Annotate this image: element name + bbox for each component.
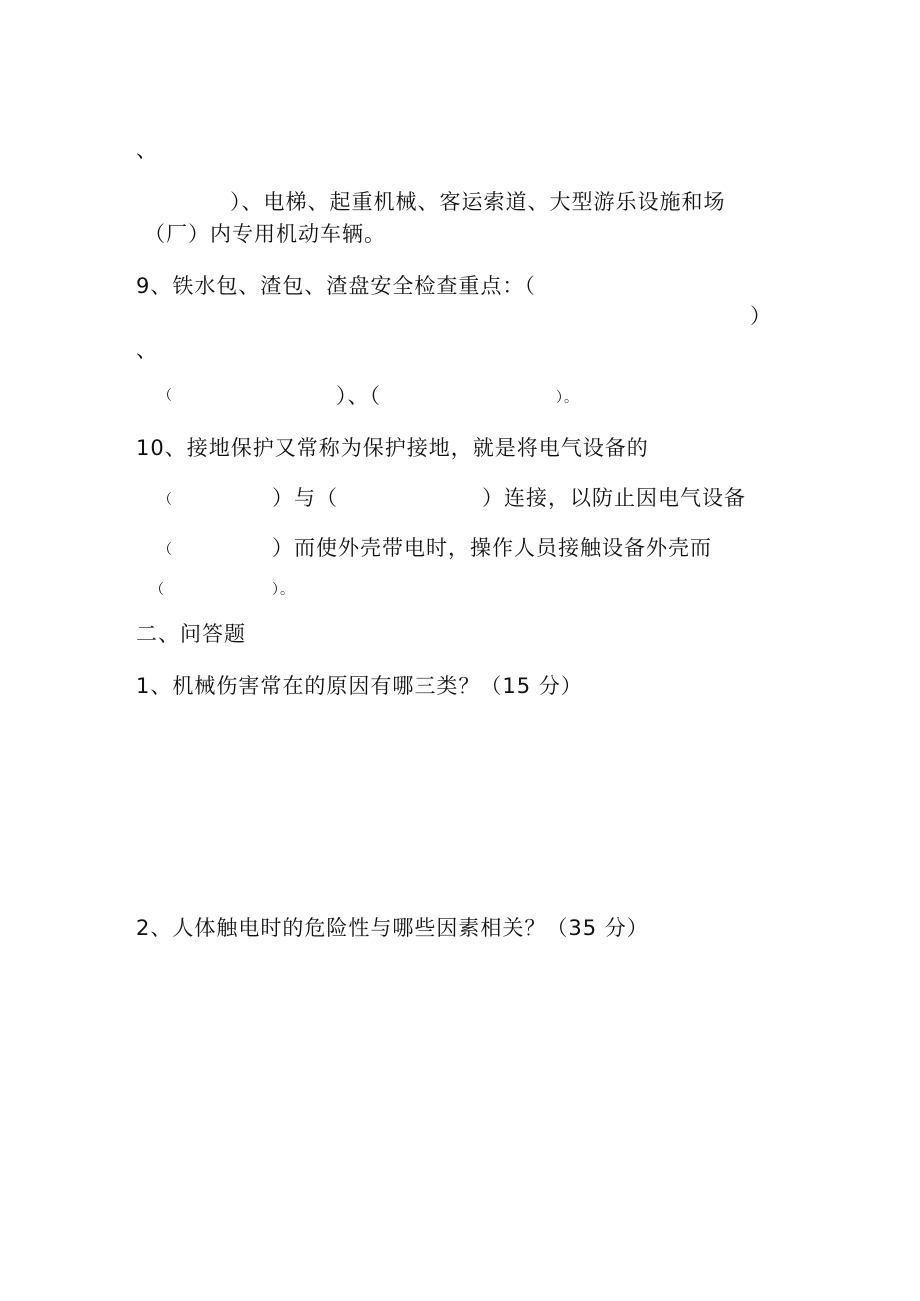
q10-blank-1-open: （ (158, 492, 173, 508)
q8-text-line-3: （厂）内专用机动车辆。 (144, 222, 386, 246)
q8-text-line-2: ）、电梯、起重机械、客运索道、大型游乐设施和场 (230, 190, 726, 214)
q10-line-2-end: ）连接，以防止因电气设备 (482, 486, 746, 510)
q10-text-line-1: 10、接地保护又常称为保护接地，就是将电气设备的 (136, 436, 649, 460)
q10-blank-4-open: （ (150, 582, 165, 598)
q9-blank-2-close: ）。 (556, 390, 579, 406)
q10-blank-3-open: （ (158, 542, 173, 558)
q9-blank-1-open: （ (158, 388, 173, 404)
q9-blank-1-close: ）、（ (336, 384, 381, 408)
stray-comma-1: 、 (136, 138, 158, 162)
question-2: 2、人体触电时的危险性与哪些因素相关？（35 分） (136, 916, 649, 940)
stray-comma-2: 、 (136, 338, 158, 362)
q10-line-2-mid: ）与（ (272, 486, 338, 510)
question-1: 1、机械伤害常在的原因有哪三类？（15 分） (136, 674, 583, 698)
q10-blank-4-close: ）。 (272, 582, 295, 598)
section-heading: 二、问答题 (136, 622, 246, 646)
q10-line-3-end: ）而使外壳带电时，操作人员接触设备外壳而 (272, 536, 712, 560)
q9-close-paren: ） (750, 304, 772, 328)
q9-text-line-1: 9、铁水包、渣包、渣盘安全检查重点：（ (136, 274, 536, 298)
